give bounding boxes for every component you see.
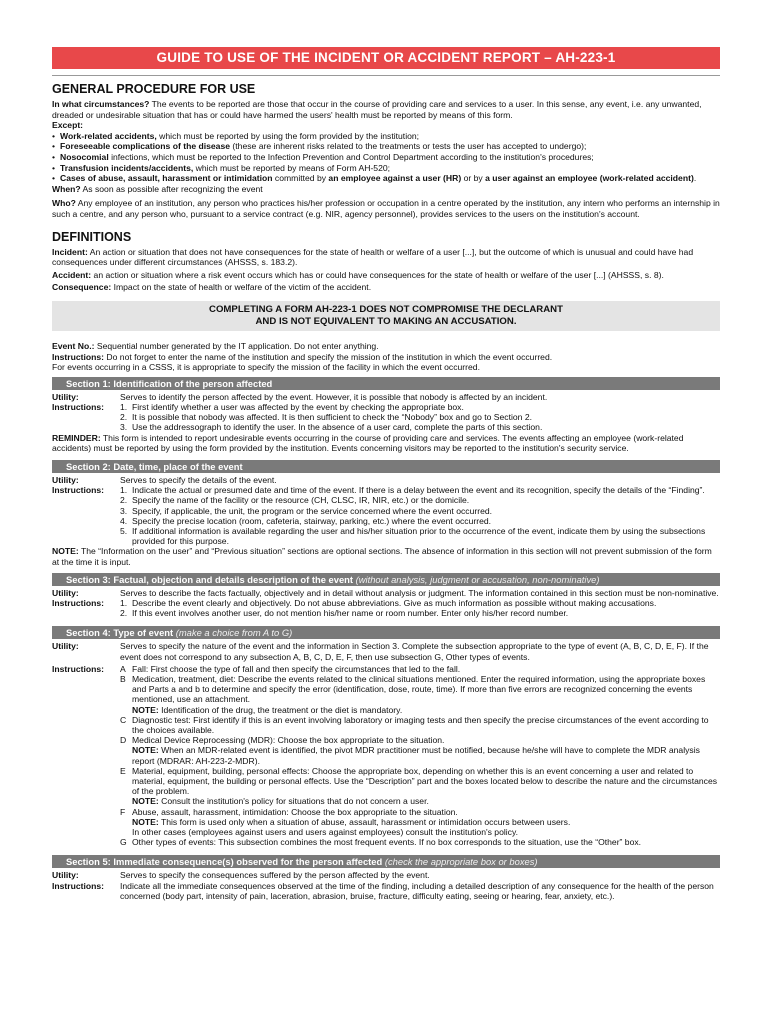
section-5-instructions bbox=[52, 881, 720, 901]
list-item bbox=[120, 766, 720, 807]
notice-line: AND IS NOT EQUIVALENT TO MAKING AN ACCUSATION. bbox=[255, 315, 517, 327]
except-item-bold: Nosocomial bbox=[60, 151, 109, 162]
except-item-bold: Foreseeable complications of the disease bbox=[60, 141, 231, 152]
item-text: Specify the name of the facility or the resource (CH, CLSC, IR, NIR, etc.) or the domicile. bbox=[132, 495, 470, 506]
notice-line: COMPLETING A FORM AH-223-1 DOES NOT COMPROMISE THE DECLARANT bbox=[209, 303, 563, 315]
document-title: GUIDE TO USE OF THE INCIDENT OR ACCIDENT REPORT – AH-223-1 bbox=[52, 47, 720, 69]
note-text: Identification of the drug, the treatment or the diet is mandatory. bbox=[161, 704, 403, 715]
list-item bbox=[120, 422, 720, 432]
consequence-text: Impact on the state of health or welfare of the victim of the accident. bbox=[111, 282, 372, 293]
title-divider bbox=[52, 75, 720, 76]
circumstances-paragraph bbox=[52, 99, 720, 120]
utility-text: Serves to specify the consequences suffered by the person affected by the event. bbox=[120, 870, 430, 881]
item-text: Use the addressograph to identify the user. In the absence of a user card, complete the parts of this section. bbox=[132, 422, 543, 433]
except-item-text: or by bbox=[461, 173, 486, 184]
item-text: Specify the precise location (room, cafeteria, stairway, parking, etc.) where the event occurred. bbox=[132, 515, 492, 526]
except-item bbox=[52, 173, 720, 184]
except-item-text: infections, which must be reported to the Infection Prevention and Control Department according to the institution's procedures; bbox=[108, 151, 594, 162]
list-item bbox=[120, 402, 720, 412]
list-item bbox=[120, 526, 720, 546]
item-number: 4. bbox=[120, 515, 128, 526]
section-4-header bbox=[52, 626, 720, 639]
circumstances-label: In what circumstances? bbox=[52, 99, 150, 109]
section-2-utility bbox=[52, 475, 720, 485]
list-item bbox=[120, 807, 720, 838]
except-item-text: . bbox=[693, 173, 697, 184]
utility-text: Serves to specify the nature of the event and the information in Section 3. Complete the subsection appropriate to the type of event (A, B, C, D, E, F). If the event does not correspond to any subsection A, B, C, D, E, F, then use subsection G, Other types of events. bbox=[120, 641, 709, 662]
item-number: 3. bbox=[120, 505, 128, 516]
item-letter: A bbox=[120, 663, 126, 674]
except-item-text: (these are inherent risks related to the treatments or tests the user has accepted to undergo); bbox=[230, 141, 587, 152]
list-item bbox=[120, 412, 720, 422]
except-item-bold: an employee against a user (HR) bbox=[328, 173, 462, 184]
except-item-bold: a user against an employee (work-related accident) bbox=[485, 173, 694, 184]
except-item bbox=[52, 141, 720, 152]
who-text: Any employee of an institution, any person who practices his/her profession or occupation in a centre operated by the institution, any intern who performs an internship in such a centre, and any person who, pursuant to a service contract (e.g. NIR, agency personnel), provides services to the users on the institution's account. bbox=[52, 198, 720, 219]
except-item-text: which must be reported by using the form provided by the institution; bbox=[156, 130, 420, 141]
item-number: 1. bbox=[120, 597, 128, 608]
section-2-instructions bbox=[52, 485, 720, 546]
except-item bbox=[52, 152, 720, 163]
list-item bbox=[120, 664, 720, 674]
item-number: 5. bbox=[120, 525, 128, 536]
item-number: 2. bbox=[120, 608, 128, 619]
note-label: NOTE: bbox=[132, 704, 159, 715]
section-5-header bbox=[52, 855, 720, 868]
section-3-utility bbox=[52, 588, 720, 598]
reminder-label: REMINDER: bbox=[52, 432, 101, 443]
item-letter: C bbox=[120, 714, 127, 725]
item-text: Material, equipment, building, personal effects: Choose the appropriate box, depending on whether this is an event concerning a user and related to material, equipment, the building or personal effects. Use the “Description” part and the boxes located below to describe the nature and the circumstances of the problem. bbox=[132, 765, 718, 797]
note-label: NOTE: bbox=[52, 546, 79, 557]
incident-text: An action or situation that does not have consequences for the state of health or welfare of a user [...], but the outcome of which is unusual and could have had consequences under different circumstances (AHSSS, s. 183.2). bbox=[52, 246, 694, 268]
utility-label: Utility: bbox=[52, 641, 79, 652]
instructions-label: Instructions: bbox=[52, 880, 105, 891]
event-number-paragraph bbox=[52, 341, 720, 352]
utility-text: Serves to describe the facts factually, objectively and in detail without analysis or judgment. The information contained in this section must be non-nominative. bbox=[120, 587, 719, 598]
section-2-steps bbox=[120, 485, 720, 546]
utility-label: Utility: bbox=[52, 870, 79, 881]
except-list bbox=[52, 131, 720, 184]
list-item bbox=[120, 715, 720, 735]
list-item bbox=[120, 735, 720, 766]
item-number: 1. bbox=[120, 485, 128, 496]
instructions-text: Indicate all the immediate consequences observed at the time of the finding, including a detailed description of any consequence for the health of the person concerned (body part, intensity of pain, laceration, abrasion, bruise, fracture, difficulty eating, seeing or hearing, fear, anxiety, etc.). bbox=[120, 880, 714, 901]
event-number-label: Event No.: bbox=[52, 340, 95, 351]
section-3-instructions bbox=[52, 598, 720, 618]
accident-text: an action or situation where a risk event occurs which has or could have consequences for the state of health or welfare of the user [...] (AHSSS, s. 8). bbox=[91, 269, 664, 280]
section-2-header: Section 2: Date, time, place of the event bbox=[52, 460, 720, 473]
item-text: If additional information is available regarding the user and his/her situation prior to the occurrence of the event, indicate them by using the subsections provided for this purpose. bbox=[132, 525, 706, 547]
note-continuation: In other cases (employees against users and users against employees) consult the institution's policy. bbox=[132, 827, 519, 837]
event-type-list bbox=[120, 664, 720, 848]
section-5-title-note: (check the appropriate box or boxes) bbox=[382, 856, 538, 868]
note-text: Consult the institution's policy for situations that do not concern a user. bbox=[161, 796, 429, 807]
section-3-steps bbox=[120, 598, 720, 618]
instructions-label: Instructions: bbox=[52, 485, 105, 496]
except-item-bold: Work-related accidents, bbox=[60, 130, 157, 141]
note-text: The “Information on the user” and “Previous situation” sections are optional sections. The absence of information in this section will not prevent submission of the form at the time it is input. bbox=[52, 546, 712, 567]
incident-label: Incident: bbox=[52, 246, 88, 257]
instructions-label: Instructions: bbox=[52, 597, 105, 608]
except-item-bold: Transfusion incidents/accidents, bbox=[60, 162, 194, 173]
item-text: Medication, treatment, diet: Describe the events related to the clinical situations mentioned. Enter the required information, using the appropriate boxes and Parts a and b to determine and specify the error (identification, dose, route, time). If more than five errors are recognized concerning the events mentioned, use an attachment. bbox=[132, 673, 706, 705]
circumstances-text: The events to be reported are those that occur in the course of providing care and services to a user. In this sense, any event, i.e. any unwanted, dreaded or undesirable situation that has or could have harmed the users' health must be reported by means of this form. bbox=[52, 99, 702, 120]
item-text: Medical Device Reprocessing (MDR): Choose the box appropriate to the situation. bbox=[132, 735, 445, 746]
item-number: 2. bbox=[120, 495, 128, 506]
item-text: Specify, if applicable, the unit, the program or the service concerned where the event occurred. bbox=[132, 505, 493, 516]
utility-text: Serves to specify the details of the event. bbox=[120, 474, 277, 485]
item-text: Indicate the actual or presumed date and time of the event. If there is a delay between the event and its recognition, specify the details of the “Finding”. bbox=[132, 485, 705, 496]
item-number: 2. bbox=[120, 412, 128, 423]
cssss-note: For events occurring in a CSSS, it is appropriate to specify the mission of the facility in which the event occurred. bbox=[52, 362, 480, 373]
item-text: Diagnostic test: First identify if this is an event involving laboratory or imaging tests and then specify the precise circumstances of the event according to the choices available. bbox=[132, 714, 709, 735]
definitions-heading: DEFINITIONS bbox=[52, 229, 132, 244]
list-item bbox=[120, 485, 720, 495]
utility-text: Serves to identify the person affected by the event. However, it is possible that nobody is affected by an incident. bbox=[120, 391, 548, 402]
item-letter: E bbox=[120, 765, 126, 776]
list-item bbox=[120, 837, 720, 847]
list-item bbox=[120, 516, 720, 526]
item-text: Other types of events: This subsection combines the most frequent events. If no box corresponds to the situation, use the “Other” box. bbox=[132, 837, 642, 848]
accident-definition bbox=[52, 270, 720, 281]
general-instructions bbox=[52, 352, 720, 363]
item-text: If this event involves another user, do not mention his/her name or room number. Enter only his/her record number. bbox=[132, 608, 569, 619]
when-text: As soon as possible after recognizing the event bbox=[80, 183, 263, 194]
section-2-note bbox=[52, 546, 720, 566]
utility-label: Utility: bbox=[52, 474, 79, 485]
section-5-utility bbox=[52, 870, 720, 880]
section-1-utility bbox=[52, 392, 720, 402]
item-text: Abuse, assault, harassment, intimidation: Choose the box appropriate to the situation. bbox=[132, 806, 458, 817]
section-1-steps bbox=[120, 402, 720, 433]
section-1-instructions bbox=[52, 402, 720, 433]
item-text: Fall: First choose the type of fall and then specify the circumstances that led to the fall. bbox=[132, 663, 461, 674]
item-letter: G bbox=[120, 837, 127, 848]
note-label: NOTE: bbox=[132, 816, 159, 827]
except-item-text: which must be reported by means of Form AH-520; bbox=[193, 162, 391, 173]
item-text: It is possible that nobody was affected. It is then sufficient to check the “Nobody” box and go to Section 2. bbox=[132, 412, 533, 423]
item-text: First identify whether a user was affected by the event by checking the appropriate box. bbox=[132, 401, 464, 412]
utility-label: Utility: bbox=[52, 391, 79, 402]
section-5-title: Section 5: Immediate consequence(s) observed for the person affected bbox=[66, 856, 383, 868]
instructions-label: Instructions: bbox=[52, 351, 105, 362]
reminder-text: This form is intended to report undesirable events occurring in the course of providing care and services. The events affecting an employee (work-related accidents) must be reported by using the form provided by the institution. Events concerning visitors may be reported to the institution's security service. bbox=[52, 432, 684, 453]
when-paragraph bbox=[52, 184, 720, 195]
except-item-text: committed by bbox=[272, 173, 329, 184]
item-letter: D bbox=[120, 735, 127, 746]
guide-page bbox=[52, 47, 720, 901]
note-text: When an MDR-related event is identified, the pivot MDR practitioner must be notified, because he/she will have to complete the MDR analysis report (MDRAR: AH-223-2-MDR). bbox=[132, 745, 700, 766]
accident-label: Accident: bbox=[52, 269, 92, 280]
list-item bbox=[120, 495, 720, 505]
general-procedure-heading: GENERAL PROCEDURE FOR USE bbox=[52, 82, 256, 96]
incident-definition bbox=[52, 247, 720, 268]
section-4-utility bbox=[52, 641, 720, 661]
except-item-bold: Cases of abuse, assault, harassment or intimidation bbox=[60, 173, 273, 184]
item-letter: B bbox=[120, 673, 126, 684]
section-3-title-note: (without analysis, judgment or accusation, non-nominative) bbox=[353, 573, 600, 585]
instructions-label: Instructions: bbox=[52, 401, 105, 412]
list-item bbox=[120, 506, 720, 516]
item-letter: F bbox=[120, 806, 126, 817]
section-4-instructions bbox=[52, 664, 720, 848]
note-text: This form is used only when a situation of abuse, assault, harassment or intimidation occurs between users. bbox=[160, 816, 571, 827]
note-label: NOTE: bbox=[132, 796, 159, 807]
declarant-notice bbox=[52, 301, 720, 331]
item-number: 3. bbox=[120, 422, 128, 433]
list-item bbox=[120, 608, 720, 618]
instructions-text: Do not forget to enter the name of the institution and specify the mission of the institution in which the event occurred. bbox=[104, 351, 553, 362]
item-text: Describe the event clearly and objectively. Do not abuse abbreviations. Give as much information as possible without making accusations. bbox=[132, 597, 657, 608]
list-item bbox=[120, 674, 720, 715]
event-number-text: Sequential number generated by the IT application. Do not enter anything. bbox=[94, 340, 379, 351]
consequence-label: Consequence: bbox=[52, 282, 112, 293]
except-label: Except: bbox=[52, 120, 84, 131]
consequence-definition bbox=[52, 282, 720, 293]
when-label: When? bbox=[52, 183, 81, 194]
section-3-title: Section 3: Factual, objection and details description of the event bbox=[66, 573, 354, 585]
section-4-title: Section 4: Type of event bbox=[66, 627, 174, 639]
instructions-label: Instructions: bbox=[52, 663, 105, 674]
except-item bbox=[52, 131, 720, 142]
list-item bbox=[120, 598, 720, 608]
utility-label: Utility: bbox=[52, 587, 79, 598]
who-label: Who? bbox=[52, 198, 76, 209]
section-4-title-note: (make a choice from A to G) bbox=[173, 627, 293, 639]
who-paragraph bbox=[52, 198, 720, 219]
section-3-header bbox=[52, 573, 720, 586]
reminder-paragraph bbox=[52, 433, 720, 453]
note-label: NOTE: bbox=[132, 745, 159, 756]
except-item bbox=[52, 163, 720, 174]
section-1-header: Section 1: Identification of the person affected bbox=[52, 377, 720, 390]
item-number: 1. bbox=[120, 401, 128, 412]
